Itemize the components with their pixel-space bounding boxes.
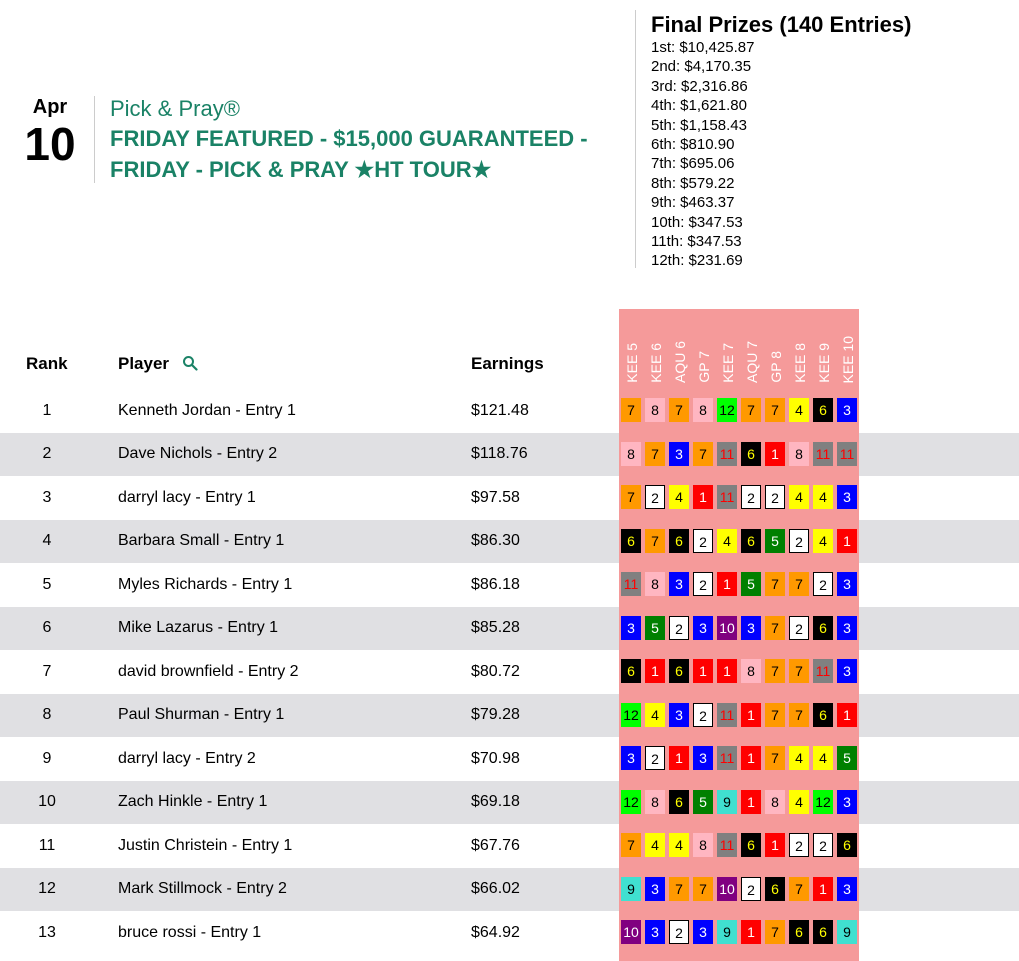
pick-badge: 5 xyxy=(645,616,665,640)
prize-line: 6th: $810.90 xyxy=(651,136,735,154)
earnings-cell: $66.02 xyxy=(471,880,520,898)
final-prizes xyxy=(651,12,911,271)
pick-badge: 4 xyxy=(645,703,665,727)
picks-strip xyxy=(619,824,859,868)
player-name[interactable]: Mike Lazarus - Entry 1 xyxy=(118,619,279,637)
pick-badge: 7 xyxy=(765,616,785,640)
prize-line: 11th: $347.53 xyxy=(651,233,742,251)
race-header: AQU 7 xyxy=(744,340,760,383)
pick-badge: 7 xyxy=(789,572,809,596)
pick-badge: 2 xyxy=(645,746,665,770)
rank-cell: 8 xyxy=(42,706,52,724)
pick-badge: 1 xyxy=(693,659,713,683)
pick-badge: 11 xyxy=(837,442,857,466)
date-day: 10 xyxy=(24,118,76,170)
pick-badge: 7 xyxy=(645,529,665,553)
pick-badge: 6 xyxy=(741,833,761,857)
pick-badge: 1 xyxy=(741,746,761,770)
prize-line: 8th: $579.22 xyxy=(651,174,735,192)
pick-badge: 8 xyxy=(621,442,641,466)
pick-badge: 12 xyxy=(621,703,641,727)
prizes-list xyxy=(651,38,911,271)
picks-strip xyxy=(619,694,859,738)
race-header: KEE 7 xyxy=(720,343,736,383)
pick-badge: 1 xyxy=(645,659,665,683)
pick-badge: 3 xyxy=(693,616,713,640)
earnings-header: Earnings xyxy=(471,354,544,373)
rank-cell: 9 xyxy=(42,749,52,767)
player-name[interactable]: darryl lacy - Entry 2 xyxy=(118,749,256,767)
pick-badge: 11 xyxy=(717,703,737,727)
table-row[interactable] xyxy=(0,650,1019,694)
rank-cell: 6 xyxy=(42,619,52,637)
pick-badge: 2 xyxy=(765,485,785,509)
picks-strip xyxy=(619,476,859,520)
race-header: KEE 9 xyxy=(816,343,832,383)
pick-badge: 6 xyxy=(837,833,857,857)
pick-badge: 1 xyxy=(765,833,785,857)
picks-strip xyxy=(619,868,859,912)
pick-badge: 6 xyxy=(765,877,785,901)
event-date xyxy=(20,95,80,169)
picks-strip xyxy=(619,607,859,651)
pick-badge: 6 xyxy=(813,398,833,422)
pick-badge: 12 xyxy=(717,398,737,422)
pick-badge: 7 xyxy=(765,572,785,596)
race-header: KEE 5 xyxy=(624,343,640,383)
pick-badge: 2 xyxy=(645,485,665,509)
pick-badge: 2 xyxy=(741,877,761,901)
race-header: KEE 6 xyxy=(648,343,664,383)
pick-badge: 12 xyxy=(813,790,833,814)
pick-badge: 4 xyxy=(813,529,833,553)
prizes-divider xyxy=(635,10,636,268)
player-name[interactable]: Dave Nichols - Entry 2 xyxy=(118,445,278,463)
pick-badge: 1 xyxy=(837,529,857,553)
pick-badge: 9 xyxy=(837,920,857,944)
race-header: GP 8 xyxy=(768,351,784,383)
pick-badge: 1 xyxy=(717,572,737,596)
player-header: Player xyxy=(118,354,170,373)
pick-badge: 1 xyxy=(669,746,689,770)
pick-badge: 11 xyxy=(717,485,737,509)
prize-line: 4th: $1,621.80 xyxy=(651,97,747,115)
pick-badge: 2 xyxy=(669,920,689,944)
earnings-cell: $85.28 xyxy=(471,619,520,637)
pick-badge: 3 xyxy=(621,746,641,770)
pick-badge: 7 xyxy=(621,485,641,509)
earnings-cell: $118.76 xyxy=(471,445,528,463)
rank-header: Rank xyxy=(26,354,68,373)
pick-badge: 9 xyxy=(621,877,641,901)
pick-badge: 4 xyxy=(717,529,737,553)
contest-brand: Pick & Pray® xyxy=(110,96,240,121)
pick-badge: 2 xyxy=(789,833,809,857)
pick-badge: 1 xyxy=(741,920,761,944)
table-row[interactable] xyxy=(0,520,1019,564)
prize-line: 9th: $463.37 xyxy=(651,194,735,212)
pick-badge: 10 xyxy=(621,920,641,944)
table-row[interactable] xyxy=(0,433,1019,477)
prize-line: 5th: $1,158.43 xyxy=(651,116,747,134)
pick-badge: 7 xyxy=(669,877,689,901)
race-header: KEE 8 xyxy=(792,343,808,383)
pick-badge: 2 xyxy=(789,529,809,553)
picks-strip xyxy=(619,520,859,564)
pick-badge: 1 xyxy=(813,877,833,901)
pick-badge: 4 xyxy=(813,485,833,509)
pick-badge: 3 xyxy=(645,920,665,944)
table-row[interactable] xyxy=(0,694,1019,738)
pick-badge: 4 xyxy=(813,746,833,770)
pick-badge: 7 xyxy=(765,920,785,944)
pick-badge: 3 xyxy=(837,572,857,596)
pick-badge: 8 xyxy=(645,398,665,422)
race-headers xyxy=(619,309,859,389)
pick-badge: 2 xyxy=(741,485,761,509)
pick-badge: 6 xyxy=(621,659,641,683)
pick-badge: 6 xyxy=(789,920,809,944)
player-name[interactable]: Kenneth Jordan - Entry 1 xyxy=(118,401,296,419)
pick-badge: 9 xyxy=(717,920,737,944)
pick-badge: 8 xyxy=(789,442,809,466)
pick-badge: 7 xyxy=(621,833,641,857)
pick-badge: 7 xyxy=(765,746,785,770)
rank-cell: 2 xyxy=(42,445,52,463)
table-row[interactable] xyxy=(0,476,1019,520)
rank-cell: 13 xyxy=(38,923,56,941)
earnings-cell: $67.76 xyxy=(471,836,520,854)
pick-badge: 6 xyxy=(669,659,689,683)
pick-badge: 2 xyxy=(789,616,809,640)
table-row[interactable] xyxy=(0,607,1019,651)
pick-badge: 3 xyxy=(837,616,857,640)
pick-badge: 11 xyxy=(717,746,737,770)
pick-badge: 7 xyxy=(693,877,713,901)
pick-badge: 6 xyxy=(621,529,641,553)
rank-cell: 10 xyxy=(38,793,56,811)
pick-badge: 1 xyxy=(837,703,857,727)
earnings-cell: $79.28 xyxy=(471,706,520,724)
pick-badge: 11 xyxy=(813,659,833,683)
pick-badge: 12 xyxy=(621,790,641,814)
pick-badge: 2 xyxy=(693,529,713,553)
pick-badge: 7 xyxy=(765,398,785,422)
player-name[interactable]: Mark Stillmock - Entry 2 xyxy=(118,880,287,898)
search-icon[interactable] xyxy=(182,355,198,371)
pick-badge: 6 xyxy=(813,616,833,640)
pick-badge: 5 xyxy=(693,790,713,814)
pick-badge: 8 xyxy=(693,833,713,857)
pick-badge: 3 xyxy=(837,790,857,814)
pick-badge: 11 xyxy=(717,833,737,857)
pick-badge: 2 xyxy=(669,616,689,640)
pick-badge: 1 xyxy=(741,790,761,814)
pick-badge: 4 xyxy=(669,833,689,857)
player-name[interactable]: david brownfield - Entry 2 xyxy=(118,662,299,680)
pick-badge: 2 xyxy=(813,833,833,857)
player-name[interactable]: Paul Shurman - Entry 1 xyxy=(118,706,285,724)
table-row[interactable] xyxy=(0,389,1019,433)
race-header: GP 7 xyxy=(696,351,712,383)
picks-strip xyxy=(619,563,859,607)
contest-event-name: FRIDAY FEATURED - $15,000 GUARANTEED - FRIDAY - PICK & PRAY ★HT TOUR★ xyxy=(110,126,588,182)
pick-badge: 5 xyxy=(741,572,761,596)
table-row[interactable] xyxy=(0,563,1019,607)
pick-badge: 1 xyxy=(693,485,713,509)
earnings-cell: $86.18 xyxy=(471,575,520,593)
pick-badge: 11 xyxy=(717,442,737,466)
earnings-cell: $64.92 xyxy=(471,923,520,941)
earnings-cell: $69.18 xyxy=(471,793,520,811)
pick-badge: 4 xyxy=(789,790,809,814)
player-name[interactable]: Justin Christein - Entry 1 xyxy=(118,836,293,854)
pick-badge: 7 xyxy=(789,703,809,727)
pick-badge: 6 xyxy=(669,529,689,553)
pick-badge: 4 xyxy=(669,485,689,509)
pick-badge: 7 xyxy=(789,877,809,901)
pick-badge: 7 xyxy=(621,398,641,422)
earnings-cell: $86.30 xyxy=(471,532,520,550)
pick-badge: 3 xyxy=(837,877,857,901)
pick-badge: 3 xyxy=(669,442,689,466)
pick-badge: 11 xyxy=(813,442,833,466)
pick-badge: 1 xyxy=(741,703,761,727)
pick-badge: 3 xyxy=(837,659,857,683)
prize-line: 2nd: $4,170.35 xyxy=(651,58,752,76)
player-name[interactable]: bruce rossi - Entry 1 xyxy=(118,923,262,941)
picks-strip xyxy=(619,389,859,433)
pick-badge: 7 xyxy=(765,703,785,727)
pick-badge: 2 xyxy=(693,572,713,596)
rank-cell: 12 xyxy=(38,880,56,898)
prizes-heading: Final Prizes (140 Entries) xyxy=(651,12,912,37)
prize-line: 1st: $10,425.87 xyxy=(651,39,755,56)
pick-badge: 4 xyxy=(789,746,809,770)
pick-badge: 7 xyxy=(669,398,689,422)
pick-badge: 3 xyxy=(645,877,665,901)
pick-badge: 5 xyxy=(765,529,785,553)
date-divider xyxy=(94,96,95,183)
pick-badge: 6 xyxy=(813,920,833,944)
pick-badge: 1 xyxy=(717,659,737,683)
earnings-cell: $70.98 xyxy=(471,749,520,767)
pick-badge: 10 xyxy=(717,616,737,640)
pick-badge: 7 xyxy=(741,398,761,422)
table-row[interactable] xyxy=(0,868,1019,912)
picks-strip xyxy=(619,737,859,781)
pick-badge: 3 xyxy=(693,920,713,944)
pick-badge: 8 xyxy=(741,659,761,683)
pick-badge: 8 xyxy=(693,398,713,422)
prize-line: 10th: $347.53 xyxy=(651,213,743,231)
pick-badge: 3 xyxy=(669,703,689,727)
pick-badge: 3 xyxy=(693,746,713,770)
pick-badge: 4 xyxy=(789,485,809,509)
pick-badge: 7 xyxy=(693,442,713,466)
pick-badge: 3 xyxy=(669,572,689,596)
player-name[interactable]: darryl lacy - Entry 1 xyxy=(118,488,256,506)
pick-badge: 3 xyxy=(621,616,641,640)
pick-badge: 6 xyxy=(741,442,761,466)
pick-badge: 8 xyxy=(645,790,665,814)
player-name[interactable]: Zach Hinkle - Entry 1 xyxy=(118,793,268,811)
pick-badge: 1 xyxy=(765,442,785,466)
race-header: KEE 10 xyxy=(840,335,856,383)
pick-badge: 7 xyxy=(645,442,665,466)
rank-cell: 4 xyxy=(42,532,52,550)
player-name[interactable]: Myles Richards - Entry 1 xyxy=(118,575,293,593)
earnings-cell: $80.72 xyxy=(471,662,520,680)
table-row[interactable] xyxy=(0,911,1019,955)
contest-title xyxy=(110,95,630,185)
pick-badge: 4 xyxy=(645,833,665,857)
rank-cell: 1 xyxy=(42,401,52,419)
pick-badge: 11 xyxy=(621,572,641,596)
pick-badge: 5 xyxy=(837,746,857,770)
race-header: AQU 6 xyxy=(672,340,688,383)
pick-badge: 10 xyxy=(717,877,737,901)
date-month: Apr xyxy=(32,96,68,118)
pick-badge: 6 xyxy=(741,529,761,553)
picks-strip xyxy=(619,433,859,477)
rank-cell: 5 xyxy=(42,575,52,593)
picks-strip xyxy=(619,911,859,955)
pick-badge: 9 xyxy=(717,790,737,814)
pick-badge: 3 xyxy=(837,398,857,422)
pick-badge: 3 xyxy=(741,616,761,640)
pick-badge: 3 xyxy=(837,485,857,509)
picks-strip xyxy=(619,650,859,694)
rank-cell: 11 xyxy=(38,836,56,854)
earnings-cell: $97.58 xyxy=(471,488,520,506)
pick-badge: 8 xyxy=(765,790,785,814)
picks-strip xyxy=(619,781,859,825)
pick-badge: 7 xyxy=(765,659,785,683)
table-row[interactable] xyxy=(0,824,1019,868)
pick-badge: 4 xyxy=(789,398,809,422)
pick-badge: 8 xyxy=(645,572,665,596)
pick-badge: 7 xyxy=(789,659,809,683)
pick-badge: 2 xyxy=(813,572,833,596)
rank-cell: 3 xyxy=(42,488,52,506)
player-name[interactable]: Barbara Small - Entry 1 xyxy=(118,532,285,550)
earnings-cell: $121.48 xyxy=(471,401,529,419)
pick-badge: 6 xyxy=(813,703,833,727)
prize-line: 3rd: $2,316.86 xyxy=(651,77,748,95)
pick-badge: 6 xyxy=(669,790,689,814)
prize-line: 12th: $231.69 xyxy=(651,252,743,270)
rank-cell: 7 xyxy=(42,662,52,680)
pick-badge: 2 xyxy=(693,703,713,727)
table-row[interactable] xyxy=(0,737,1019,781)
prize-line: 7th: $695.06 xyxy=(651,155,735,173)
table-row[interactable] xyxy=(0,781,1019,825)
